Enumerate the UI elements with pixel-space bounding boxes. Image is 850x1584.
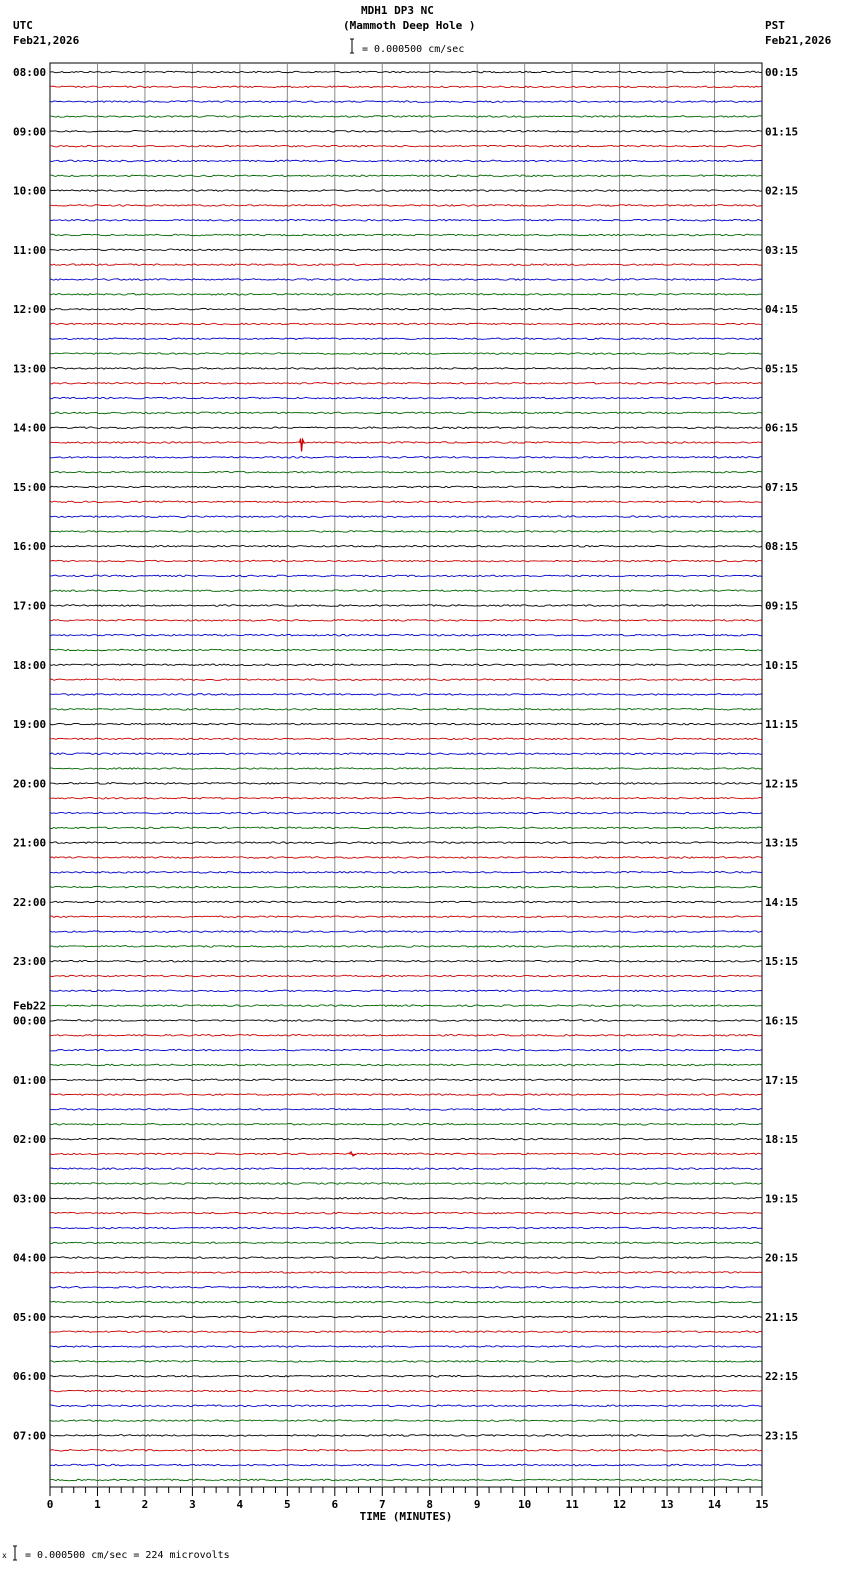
pst-hour-label: 14:15 [765,895,799,909]
utc-hour-label: 13:00 [13,362,47,376]
pst-hour-label: 23:15 [765,1429,799,1443]
pst-hour-label: 16:15 [765,1014,799,1028]
x-tick-label: 5 [284,1498,291,1511]
seismic-trace [50,1286,762,1288]
seismic-trace [50,531,762,533]
site-title: (Mammoth Deep Hole ) [343,19,476,32]
seismic-trace [50,946,762,948]
seismic-trace [50,1435,762,1437]
seismic-trace [50,1449,762,1451]
seismic-trace [50,768,762,770]
seismic-trace [50,1227,762,1229]
seismic-trace [50,886,762,888]
seismic-trace [50,442,762,444]
seismic-trace [50,827,762,829]
seismic-trace [50,1464,762,1466]
seismic-trace [50,1094,762,1096]
seismic-trace [50,457,762,459]
seismic-trace [50,1035,762,1037]
seismic-trace [50,1064,762,1066]
x-tick-label: 8 [426,1498,434,1511]
pst-hour-label: 19:15 [765,1192,799,1206]
x-tick-label: 11 [565,1498,579,1511]
utc-hour-label: 12:00 [13,303,47,317]
seismic-trace [50,264,762,266]
seismic-trace [50,1212,762,1214]
seismic-trace [50,1420,762,1422]
seismic-trace [50,486,762,488]
x-tick-label: 9 [473,1498,481,1511]
seismic-trace [50,1109,762,1111]
x-tick-label: 12 [612,1498,627,1511]
x-tick-label: 1 [94,1498,101,1511]
station-title: MDH1 DP3 NC [361,4,434,17]
event-spike [300,439,305,452]
seismic-trace [50,545,762,547]
seismic-trace [50,116,762,118]
seismic-trace [50,797,762,799]
left-timezone: UTC [13,19,33,32]
seismic-trace [50,294,762,296]
seismic-trace [50,931,762,933]
utc-hour-label: 21:00 [13,836,47,850]
utc-hour-label: 01:00 [13,1073,47,1087]
utc-hour-label: 03:00 [13,1192,47,1206]
pst-hour-label: 02:15 [765,184,799,198]
seismic-trace [50,190,762,192]
seismic-trace [50,86,762,88]
seismic-trace [50,501,762,503]
x-tick-label: 6 [331,1498,339,1511]
utc-hour-label: 06:00 [13,1370,47,1384]
x-axis-label: TIME (MINUTES) [359,1510,453,1523]
seismic-trace [50,975,762,977]
seismic-trace [50,1123,762,1125]
seismic-trace [50,960,762,962]
pst-hour-label: 06:15 [765,421,799,435]
seismic-trace [50,1020,762,1022]
seismic-trace [50,130,762,132]
footer-scale-text: = 0.000500 cm/sec = 224 microvolts [25,1550,230,1561]
scale-text: = 0.000500 cm/sec [362,44,465,55]
seismic-trace [50,901,762,903]
seismic-trace [50,575,762,577]
seismic-trace [50,205,762,207]
seismic-trace [50,1405,762,1407]
pst-hour-label: 17:15 [765,1073,799,1087]
x-tick-label: 7 [378,1498,386,1511]
utc-hour-label: 10:00 [13,184,47,198]
pst-hour-label: 04:15 [765,303,799,317]
seismic-trace [50,990,762,992]
seismic-trace [50,620,762,622]
seismic-trace [50,308,762,310]
seismic-trace [50,694,762,696]
seismic-trace [50,664,762,666]
pst-hour-label: 10:15 [765,658,799,672]
seismic-trace [50,175,762,177]
right-timezone: PST [765,19,785,32]
seismic-trace [50,1079,762,1081]
x-tick-label: 14 [707,1498,722,1511]
seismic-trace [50,1198,762,1200]
utc-hour-label: 17:00 [13,599,47,613]
seismic-trace [50,723,762,725]
utc-hour-label: 08:00 [13,66,47,79]
pst-hour-label: 15:15 [765,955,799,969]
seismic-trace [50,1049,762,1051]
utc-hour-label: 16:00 [13,540,47,554]
seismic-trace [50,323,762,325]
seismic-trace [50,560,762,562]
seismic-trace [50,1168,762,1170]
x-tick-label: 10 [518,1498,532,1511]
seismic-trace [50,1361,762,1363]
x-tick-label: 0 [46,1498,54,1511]
right-date: Feb21,2026 [765,34,832,47]
seismic-trace [50,590,762,592]
seismic-trace [50,412,762,414]
utc-hour-label: 14:00 [13,421,47,435]
seismic-trace [50,353,762,355]
seismic-trace [50,471,762,473]
seismic-trace [50,738,762,740]
seismic-trace [50,605,762,607]
seismic-trace [50,1138,762,1140]
seismic-trace [50,1005,762,1007]
seismic-trace [50,1301,762,1303]
utc-hour-label: 23:00 [13,955,47,969]
seismic-trace [50,101,762,103]
pst-hour-label: 20:15 [765,1251,799,1265]
pst-hour-label: 13:15 [765,836,799,850]
seismic-trace [50,1346,762,1348]
seismic-trace [50,679,762,681]
seismic-trace [50,160,762,162]
seismic-trace [50,1183,762,1185]
seismic-trace [50,1390,762,1392]
utc-hour-label: 07:00 [13,1429,47,1443]
seismic-trace [50,649,762,651]
plot-frame [50,63,762,1487]
utc-hour-label: 05:00 [13,1310,47,1324]
seismic-trace [50,708,762,710]
pst-hour-label: 03:15 [765,243,799,257]
pst-hour-label: 00:15 [765,66,799,79]
utc-hour-label: 15:00 [13,480,47,494]
utc-hour-label: 04:00 [13,1251,47,1265]
seismic-trace [50,871,762,873]
pst-hour-label: 01:15 [765,125,799,139]
pst-hour-label: 11:15 [765,718,799,732]
utc-hour-label: 09:00 [13,125,47,139]
seismic-trace [50,1375,762,1377]
pst-hour-label: 12:15 [765,777,799,791]
seismic-trace [50,368,762,370]
seismic-trace [50,753,762,755]
seismic-trace [50,71,762,73]
pst-hour-label: 05:15 [765,362,799,376]
x-tick-label: 4 [236,1498,244,1511]
utc-hour-label: 19:00 [13,718,47,732]
seismic-trace [50,916,762,918]
date-change-label: Feb22 [13,999,47,1013]
seismic-trace [50,249,762,251]
utc-hour-label: 22:00 [13,895,47,909]
seismic-trace [50,1479,762,1481]
seismic-trace [50,634,762,636]
utc-hour-label: 11:00 [13,243,47,257]
seismic-trace [50,397,762,399]
seismic-trace [50,279,762,281]
x-tick-label: 13 [660,1498,674,1511]
utc-hour-label: 00:00 [13,1014,47,1028]
seismic-trace [50,219,762,221]
seismic-trace [50,842,762,844]
seismic-trace [50,1242,762,1244]
seismic-trace [50,1153,762,1155]
seismic-trace [50,812,762,814]
utc-hour-label: 02:00 [13,1133,47,1147]
x-tick-label: 3 [189,1498,196,1511]
utc-hour-label: 18:00 [13,658,47,672]
seismic-trace [50,382,762,384]
pst-hour-label: 22:15 [765,1370,799,1384]
pst-hour-label: 18:15 [765,1133,799,1147]
utc-hour-label: 20:00 [13,777,47,791]
x-tick-label: 2 [141,1498,149,1511]
seismic-trace [50,1257,762,1259]
seismic-trace [50,1316,762,1318]
seismic-trace [50,427,762,429]
pst-hour-label: 07:15 [765,480,799,494]
pst-hour-label: 21:15 [765,1310,799,1324]
seismic-trace [50,145,762,147]
pst-hour-label: 08:15 [765,540,799,554]
seismic-trace [50,234,762,236]
seismic-trace [50,857,762,859]
seismic-trace [50,783,762,785]
seismic-trace [50,338,762,340]
pst-hour-label: 09:15 [765,599,799,613]
footer-corner-mark: x [2,1551,7,1560]
x-tick-label: 15 [755,1498,769,1511]
left-date: Feb21,2026 [13,34,80,47]
seismic-trace [50,516,762,518]
seismic-trace [50,1331,762,1333]
seismic-trace [50,1272,762,1274]
